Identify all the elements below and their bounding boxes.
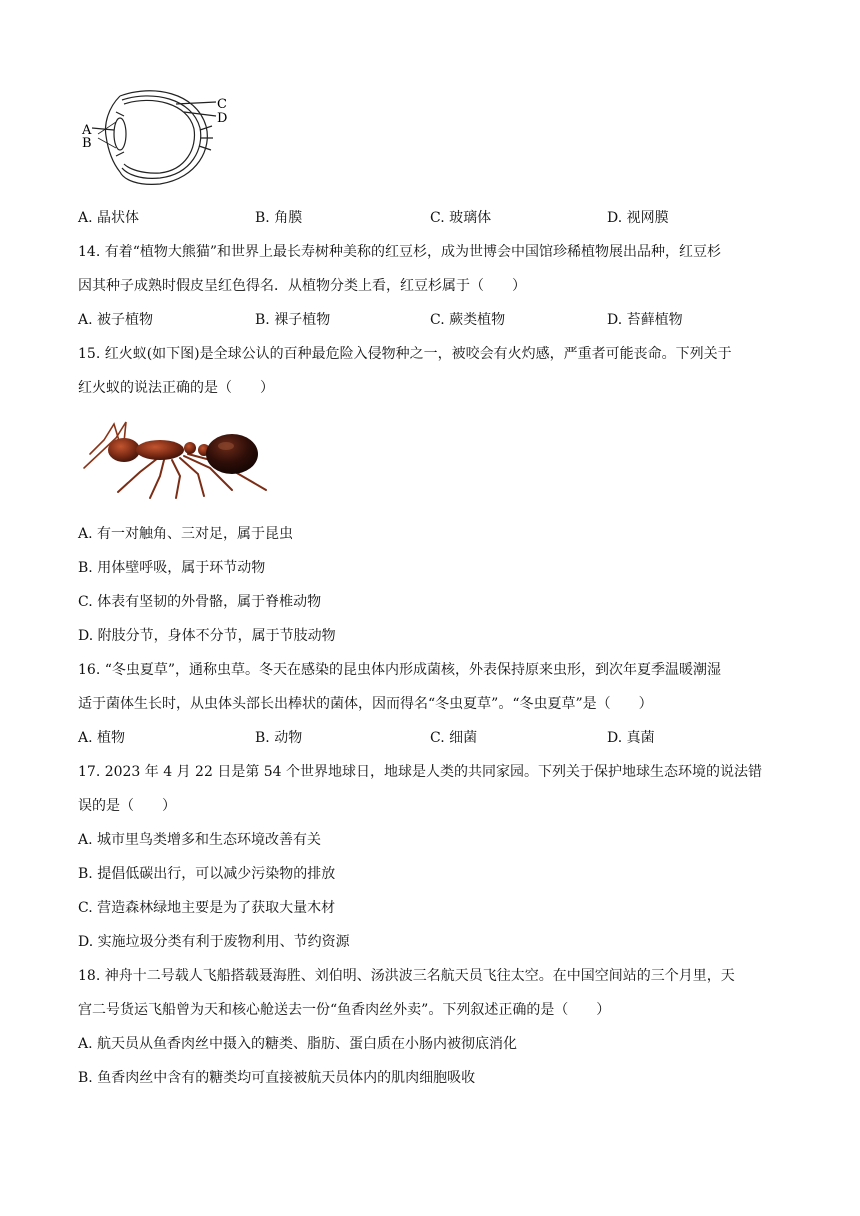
eyeball-middle-outline	[122, 96, 201, 178]
q13-option-a[interactable]: A. 晶状体	[78, 210, 140, 226]
q13-option-d[interactable]: D. 视网膜	[607, 210, 669, 226]
ant-petiole	[184, 442, 196, 454]
q16-stem-line2: 适于菌体生长时，从虫体头部长出棒状的菌体，因而得名“冬虫夏草”。“冬虫夏草”是（ ）	[78, 696, 653, 712]
q17-option-d[interactable]: D. 实施垃圾分类有利于废物利用、节约资源	[78, 934, 350, 950]
eye-label-d: D	[217, 111, 228, 126]
q14-option-a[interactable]: A. 被子植物	[78, 312, 154, 328]
q14-option-d[interactable]: D. 苔藓植物	[607, 312, 683, 328]
eye-label-c: C	[217, 97, 227, 112]
q16-option-a[interactable]: A. 植物	[78, 730, 126, 746]
q17-stem-line1: 17. 2023 年 4 月 22 日是第 54 个世界地球日，地球是人类的共同家园。下列关于保护地球生态环境的说法错	[78, 764, 763, 780]
q18-option-a[interactable]: A. 航天员从鱼香肉丝中摄入的糖类、脂肪、蛋白质在小肠内被彻底消化	[78, 1036, 518, 1052]
q16-options	[78, 728, 798, 748]
q17-option-c[interactable]: C. 营造森林绿地主要是为了获取大量木材	[78, 900, 336, 916]
q18-stem-line1: 18. 神舟十二号载人飞船搭载聂海胜、刘伯明、汤洪波三名航天员飞往太空。在中国空间站的三个月里，天	[78, 968, 735, 984]
ant-thorax	[136, 440, 184, 460]
q14-stem-line1: 14. 有着“植物大熊猫”和世界上最长寿树种美称的红豆杉，成为世博会中国馆珍稀植物展出品种，红豆杉	[78, 244, 722, 260]
q18-stem-line2: 宫二号货运飞船曾为天和核心舱送去一份“鱼香肉丝外卖”。下列叙述正确的是（ ）	[78, 1002, 611, 1018]
ant-head	[108, 438, 140, 462]
q17-option-a[interactable]: A. 城市里鸟类增多和生态环境改善有关	[78, 832, 322, 848]
q14-option-c[interactable]: C. 蕨类植物	[430, 312, 506, 328]
eye-label-a: A	[82, 123, 92, 138]
q15-option-c[interactable]: C. 体表有坚韧的外骨骼，属于脊椎动物	[78, 594, 322, 610]
q17-option-b[interactable]: B. 提倡低碳出行，可以减少污染物的排放	[78, 866, 336, 882]
q13-option-b[interactable]: B. 角膜	[255, 210, 303, 226]
q15-option-b[interactable]: B. 用体壁呼吸，属于环节动物	[78, 560, 266, 576]
q15-option-d[interactable]: D. 附肢分节，身体不分节，属于节肢动物	[78, 628, 336, 644]
eye-diagram	[80, 86, 240, 190]
ant-leg	[172, 460, 180, 498]
eye-label-b: B	[82, 136, 92, 151]
q14-option-b[interactable]: B. 裸子植物	[255, 312, 331, 328]
q15-option-a[interactable]: A. 有一对触角、三对足，属于昆虫	[78, 526, 294, 542]
ant-gaster	[206, 434, 258, 474]
q17-stem-line2: 误的是（ ）	[78, 798, 176, 814]
fire-ant-image	[80, 410, 272, 502]
q18-option-b[interactable]: B. 鱼香肉丝中含有的糖类均可直接被航天员体内的肌肉细胞吸收	[78, 1070, 476, 1086]
cornea-outline	[106, 96, 120, 172]
ant-leg	[150, 460, 164, 498]
ant-leg	[118, 458, 158, 492]
lens-outline	[114, 118, 126, 150]
q14-stem-line2: 因其种子成熟时假皮呈红色得名．从植物分类上看，红豆杉属于（ ）	[78, 278, 526, 294]
q16-option-b[interactable]: B. 动物	[255, 730, 303, 746]
q16-option-c[interactable]: C. 细菌	[430, 730, 478, 746]
q13-options	[78, 208, 798, 228]
eyeball-inner-outline	[124, 100, 194, 173]
q15-stem-line1: 15. 红火蚁(如下图)是全球公认的百种最危险入侵物种之一，被咬会有火灼感，严重者可能丧命。下列关于	[78, 346, 732, 362]
q15-stem-line2: 红火蚁的说法正确的是（ ）	[78, 380, 274, 396]
q16-option-d[interactable]: D. 真菌	[607, 730, 655, 746]
q14-options	[78, 310, 798, 330]
q16-stem-line1: 16. “冬虫夏草”，通称虫草。冬天在感染的昆虫体内形成菌核，外表保持原来虫形，到次年夏季温暖潮湿	[78, 662, 722, 678]
q13-option-c[interactable]: C. 玻璃体	[430, 210, 492, 226]
